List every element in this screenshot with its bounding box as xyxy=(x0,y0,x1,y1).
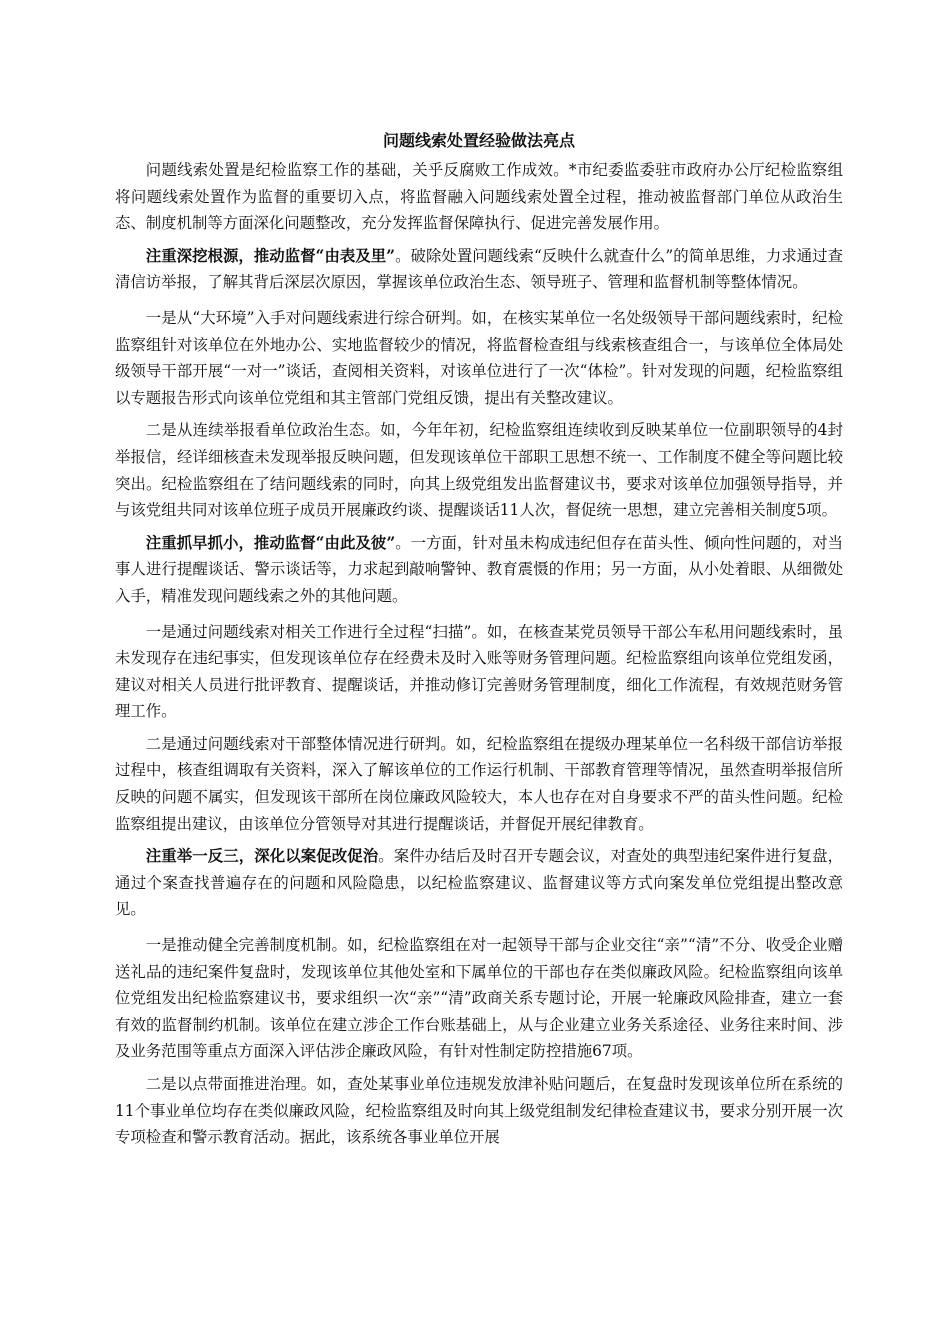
section-1-paragraph-2: 二是从连续举报看单位政治生态。如，今年年初，纪检监察组连续收到反映某单位一位副职领导的4封举报信，经详细核查未发现举报反映问题，但发现该单位干部职工思想不统一、工作制度不健全等问题比较突出。纪检监察组在了结问题线索的同时，向其上级党组发出监督建议书，要求对该单位加强领导指导，并与该党组共同对该单位班子成员开展廉政约谈、提醒谈话11人次，督促统一思想，建立完善相关制度5项。 xyxy=(115,421,843,520)
document-page xyxy=(115,127,843,1157)
section-2-lead-text: 。一方面，针对虽未构成违纪但存在苗头性、倾向性问题的，对当事人进行提醒谈话、警示谈话等，力求起到敲响警钟、教育震慑的作用；另一方面，从小处着眼、从细微处入手，精准发现问题线索之外的其他问题。 xyxy=(115,533,843,605)
section-1-paragraph-1: 一是从“大环境”入手对问题线索进行综合研判。如，在核实某单位一名处级领导干部问题线索时，纪检监察组针对该单位在外地办公、实地监督较少的情况，将监督检查组与线索核查组合一，与该单位全体局处级领导干部开展“一对一”谈话，查阅相关资料，对该单位进行了一次“体检”。针对发现的问题，纪检监察组以专题报告形式向该单位党组和其主管部门党组反馈，提出有关整改建议。 xyxy=(115,308,843,407)
section-2-paragraph-1: 一是通过问题线索对相关工作进行全过程“扫描”。如，在核查某党员领导干部公车私用问题线索时，虽未发现存在违纪事实，但发现该单位存在经费未及时入账等财务管理问题。纪检监察组向该单位党组发函，建议对相关人员进行批评教育、提醒谈话，并推动修订完善财务管理制度，细化工作流程，有效规范财务管理工作。 xyxy=(115,622,843,721)
document-title: 问题线索处置经验做法亮点 xyxy=(382,131,575,150)
section-1-lead-text: 。破除处置问题线索“反映什么就查什么”的简单思维，力求通过查清信访举报，了解其背后深层次原因，掌握该单位政治生态、领导班子、管理和监督机制等整体情况。 xyxy=(115,246,843,292)
section-3-paragraph-1: 一是推动健全完善制度机制。如，纪检监察组在对一起领导干部与企业交往“亲”“清”不分、收受企业赠送礼品的违纪案件复盘时，发现该单位其他处室和下属单位的干部也存在类似廉政风险。纪检监察组向该单位党组发出纪检监察建议书，要求组织一次“亲”“清”政商关系专题讨论，开展一轮廉政风险排查，建立一套有效的监督制约机制。该单位在建立涉企工作台账基础上，从与企业建立业务关系途径、业务往来时间、涉及业务范围等重点方面深入评估涉企廉政风险，有针对性制定防控措施67项。 xyxy=(115,936,843,1061)
section-1-lead xyxy=(115,243,843,296)
section-2-paragraph-2: 二是通过问题线索对干部整体情况进行研判。如，纪检监察组在提级办理某单位一名科级干部信访举报过程中，核查组调取有关资料，深入了解该单位的工作运行机制、干部教育管理等情况，虽然查明举报信所反映的问题不属实，但发现该干部所在岗位廉政风险较大，本人也存在对自身要求不严的苗头性问题。纪检监察组提出建议，由该单位分管领导对其进行提醒谈话，并督促开展纪律教育。 xyxy=(115,734,843,833)
section-2-heading: 注重抓早抓小，推动监督“由此及彼” xyxy=(145,533,396,552)
section-3-lead-text: 。案件办结后及时召开专题会议，对查处的典型违纪案件进行复盘，通过个案查找普遍存在的问题和风险隐患，以纪检监察建议、监督建议等方式向案发单位党组提出整改意见。 xyxy=(115,847,843,919)
section-1-heading: 注重深挖根源，推动监督“由表及里” xyxy=(145,246,396,265)
section-3-paragraph-2: 二是以点带面推进治理。如，查处某事业单位违规发放津补贴问题后，在复盘时发现该单位所在系统的11个事业单位均存在类似廉政风险，纪检监察组及时向其上级党组制发纪律检查建议书，要求分别开展一次专项检查和警示教育活动。据此，该系统各事业单位开展 xyxy=(115,1075,843,1147)
section-3-lead xyxy=(115,843,843,923)
section-2-lead xyxy=(115,530,843,610)
section-3-heading: 注重举一反三，深化以案促改促治 xyxy=(145,847,379,866)
intro-paragraph: 问题线索处置是纪检监察工作的基础，关乎反腐败工作成效。*市纪委监委驻市政府办公厅纪检监察组将问题线索处置作为监督的重要切入点，将监督融入问题线索处置全过程，推动被监督部门单位从政治生态、制度机制等方面深化问题整改，充分发挥监督保障执行、促进完善发展作用。 xyxy=(115,161,843,233)
